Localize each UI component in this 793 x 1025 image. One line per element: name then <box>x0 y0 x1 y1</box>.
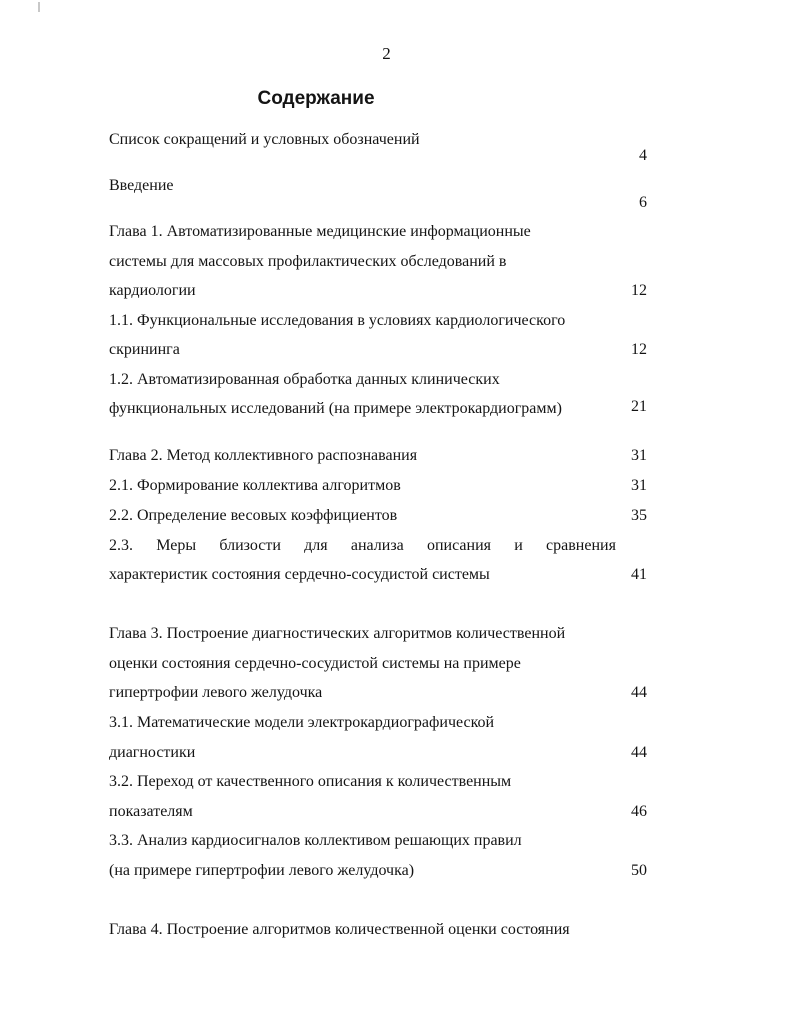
toc-entry-text: кардиологии <box>109 282 196 299</box>
toc-entry-text: 3.2. Переход от качественного описания к количественным <box>109 773 512 790</box>
toc-entry-page: 44 <box>631 744 647 761</box>
toc-entry-page: 46 <box>631 803 647 820</box>
toc-entry-text: функциональных исследований (на примере электрокардиограмм) <box>109 400 562 417</box>
toc-entry-text: 2.1. Формирование коллектива алгоритмов <box>109 477 401 494</box>
toc-entry-text: Глава 1. Автоматизированные медицинские информационные <box>109 223 531 240</box>
word: описания <box>426 537 491 554</box>
toc-entry-text: 2.2. Определение весовых коэффициентов <box>109 507 398 524</box>
toc-entry-text: Глава 4. Построение алгоритмов количественной оценки состояния <box>109 921 570 938</box>
toc-entry-page: 4 <box>639 147 647 164</box>
toc-entry-text: 1.2. Автоматизированная обработка данных клинических <box>109 371 500 388</box>
word: анализа <box>350 537 404 554</box>
page-title: Содержание <box>257 88 375 109</box>
toc-entry-text-justified <box>109 536 616 556</box>
toc-entry-page: 21 <box>631 398 647 415</box>
toc-entry-text: гипертрофии левого желудочка <box>109 684 323 701</box>
toc-entry-page: 35 <box>631 507 647 524</box>
toc-entry-text: Глава 3. Построение диагностических алгоритмов количественной <box>109 625 566 642</box>
toc-entry-page: 12 <box>631 282 647 299</box>
toc-entry-text: системы для массовых профилактических обследований в <box>109 253 507 270</box>
word: и <box>514 537 523 554</box>
toc-entry-text: Список сокращений и условных обозначений <box>109 131 420 148</box>
toc-entry-text: характеристик состояния сердечно-сосудистой системы <box>109 566 490 583</box>
toc-entry-text: 3.3. Анализ кардиосигналов коллективом решающих правил <box>109 832 522 849</box>
toc-entry-page: 31 <box>631 477 647 494</box>
toc-entry-text: 3.1. Математические модели электрокардиографической <box>109 714 495 731</box>
word: близости <box>219 537 281 554</box>
toc-entry-page: 6 <box>639 194 647 211</box>
toc-entry-text: диагностики <box>109 744 196 761</box>
toc-entry-text: Введение <box>109 177 174 194</box>
toc-entry-text: показателям <box>109 803 193 820</box>
scan-mark <box>38 2 40 12</box>
toc-entry-text: 1.1. Функциональные исследования в условиях кардиологического <box>109 312 566 329</box>
word: Меры <box>156 537 197 554</box>
toc-entry-page: 41 <box>631 566 647 583</box>
word: сравнения <box>546 537 616 554</box>
toc-entry-page: 31 <box>631 447 647 464</box>
toc-entry-page: 44 <box>631 684 647 701</box>
toc-entry-page: 12 <box>631 341 647 358</box>
toc-entry-text: скрининга <box>109 341 180 358</box>
word: 2.3. <box>109 537 133 554</box>
toc-entry-text: (на примере гипертрофии левого желудочка) <box>109 862 415 879</box>
page-number: 2 <box>382 44 391 63</box>
toc-entry-text: оценки состояния сердечно-сосудистой системы на примере <box>109 655 521 672</box>
word: для <box>304 537 328 554</box>
toc-entry-text: Глава 2. Метод коллективного распознавания <box>109 447 418 464</box>
toc-entry-page: 50 <box>631 862 647 879</box>
